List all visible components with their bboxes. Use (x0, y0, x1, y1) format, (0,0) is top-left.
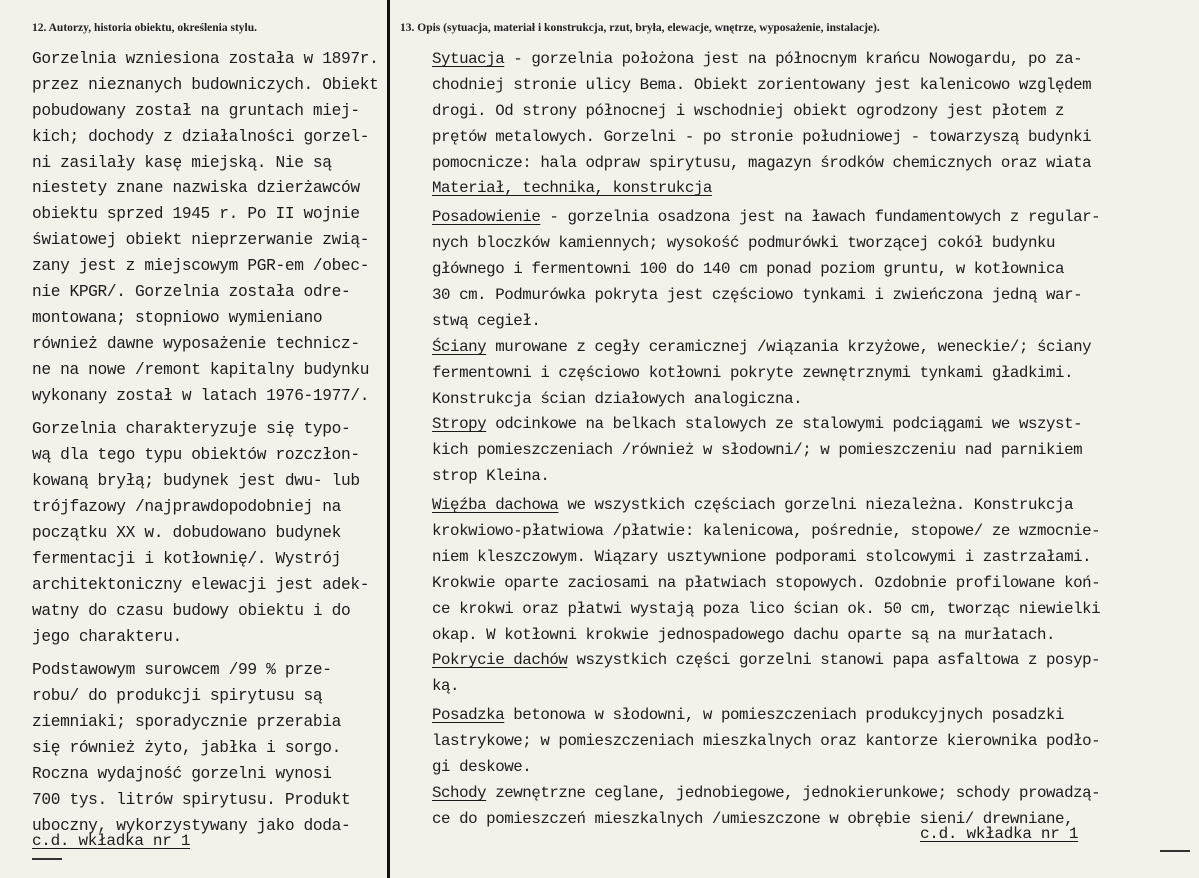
text-line (432, 361, 1197, 387)
text-line: Podstawowym surowcem /99 % prze- (32, 661, 332, 680)
text-line (432, 309, 1197, 335)
text-line: architektoniczny elewacji jest adek- (32, 575, 370, 594)
body-text: betonowa w słodowni, w pomieszczeniach produkcyjnych posadzki (504, 706, 1065, 725)
text-line (432, 623, 1197, 649)
text-line: Roczna wydajność gorzelni wynosi (32, 765, 332, 784)
section-heading: Posadzka (432, 706, 505, 725)
section-heading: Sytuacja (432, 50, 505, 68)
text-line: trójfazowy /najprawdopodobniej na (32, 498, 342, 517)
text-line (432, 176, 1197, 202)
text-line: początku XX w. dobudowano budynek (32, 524, 342, 543)
body-text: - gorzelnia osadzona jest na ławach fundamentowych z regular- (540, 208, 1101, 227)
section-heading: Stropy (432, 415, 487, 434)
text-line (432, 412, 1197, 438)
body-text: Konstrukcja ścian działowych analogiczna. (432, 389, 803, 408)
text-line (432, 807, 1197, 833)
body-text: nych bloczków kamiennych; wysokość podmurówki tworzącej cokół budynku (432, 234, 1056, 253)
body-text: niem kleszczowym. Wiązary usztywnione podporami stolcowymi i zastrzałami. (432, 547, 1092, 566)
right-column-header: 13. Opis (sytuacja, materiał i konstrukcja, rzut, bryła, elewacje, wnętrze, wyposażenie, instalacje). (400, 22, 880, 34)
text-line: przez nieznanych budowniczych. Obiekt (32, 75, 379, 94)
body-text: stwą cegieł. (432, 311, 541, 330)
text-line (432, 571, 1197, 597)
body-text: kich pomieszczeniach /również w słodowni/; w pomieszczeniu nad parnikiem (432, 441, 1083, 460)
body-text: ce do pomieszczeń mieszkalnych /umieszczone w obrębie sieni/ drewniane, (432, 809, 1074, 828)
text-line (432, 47, 1197, 73)
body-text: krokwiowo-płatwiowa /płatwie: kalenicowa, pośrednie, stopowe/ ze wzmocnie- (432, 522, 1101, 541)
text-line: światowej obiekt nieprzerwanie zwią- (32, 231, 370, 250)
text-line: nie KPGR/. Gorzelnia została odre- (32, 283, 351, 302)
text-line: zany jest z miejscowym PGR-em /obec- (32, 257, 370, 276)
text-line (432, 205, 1197, 231)
paragraph-gap (32, 409, 392, 417)
text-line (432, 755, 1197, 781)
text-line: jego charakteru. (32, 627, 182, 646)
body-text: 30 cm. Podmurówka pokryta jest częściowo tynkami i zwieńczona jedną war- (432, 286, 1083, 305)
text-line: również dawne wyposażenie technicz- (32, 334, 360, 353)
text-line: 700 tys. litrów spirytusu. Produkt (32, 790, 351, 809)
right-column-body (432, 47, 1197, 833)
text-line: montowana; stopniowo wymieniano (32, 308, 323, 327)
text-line (432, 387, 1197, 413)
body-text: pomocnicze: hala odpraw spirytusu, magazyn środków chemicznych oraz wiata (432, 153, 1092, 172)
text-line: pobudowany został na gruntach miej- (32, 101, 360, 120)
body-text: zewnętrzne ceglane, jednobiegowe, jednokierunkowe; schody prowadzą- (486, 783, 1101, 802)
text-line (432, 231, 1197, 257)
text-line (432, 73, 1197, 99)
text-line: wą dla tego typu obiektów rozczłon- (32, 446, 360, 465)
body-text: fermentowni i częściowo kotłowni pokryte zewnętrznymi tynkami gładkimi. (432, 363, 1074, 382)
section-heading: Schody (432, 783, 487, 802)
body-text: gi deskowe. (432, 758, 532, 777)
right-footer-dash (1160, 850, 1190, 852)
text-line (432, 151, 1197, 177)
text-line: Gorzelnia wzniesiona została w 1897r. (32, 50, 379, 68)
text-line (432, 545, 1197, 571)
text-line: kich; dochody z działalności gorzel- (32, 127, 370, 146)
body-text: prętów metalowych. Gorzelni - po stronie południowej - towarzyszą budynki (432, 127, 1092, 146)
body-text: odcinkowe na belkach stalowych ze stalowymi podciągami we wszyst- (486, 415, 1083, 434)
body-text: ce krokwi oraz płatwi wystają poza lico ścian ok. 50 cm, tworząc niewielki (432, 599, 1101, 618)
text-line: watny do czasu budowy obiektu i do (32, 601, 351, 620)
body-text: strop Kleina. (432, 467, 550, 486)
body-text: wszystkich części gorzelni stanowi papa asfaltowa z posyp- (567, 651, 1101, 670)
text-line (432, 125, 1197, 151)
text-line: niestety znane nazwiska dzierżawców (32, 179, 360, 198)
body-text: we wszystkich częściach gorzelni niezależna. Konstrukcja (558, 496, 1074, 515)
text-line: robu/ do produkcji spirytusu są (32, 687, 323, 706)
text-line (432, 781, 1197, 807)
text-line (432, 257, 1197, 283)
text-line (432, 335, 1197, 361)
body-text: murowane z cegły ceramicznej /wiązania krzyżowe, weneckie/; ściany (486, 337, 1092, 356)
text-line (432, 519, 1197, 545)
text-line (432, 493, 1197, 519)
text-line (432, 283, 1197, 309)
text-line: uboczny, wykorzystywany jako doda- (32, 816, 351, 835)
section-heading: Posadowienie (432, 208, 541, 227)
text-line: fermentacji i kotłownię/. Wystrój (32, 549, 342, 568)
body-text: okap. W kotłowni krokwie jednospadowego dachu oparte są na murłatach. (432, 625, 1056, 644)
text-line: ne na nowe /remont kapitalny budynku (32, 360, 370, 379)
section-heading: Więźba dachowa (432, 496, 559, 515)
right-continuation-note: c.d. wkładka nr 1 (920, 825, 1079, 843)
section-heading: Ściany (432, 337, 487, 356)
text-line: ziemniaki; sporadycznie przerabia (32, 713, 342, 732)
text-line: się również żyto, jabłka i sorgo. (32, 739, 342, 758)
text-line (432, 99, 1197, 125)
body-text: ką. (432, 677, 460, 696)
text-line (432, 464, 1197, 490)
body-text: chodniej stronie ulicy Bema. Obiekt zorientowany jest kalenicowo względem (432, 75, 1092, 94)
text-line: obiektu sprzed 1945 r. Po II wojnie (32, 205, 360, 224)
text-line (432, 703, 1197, 729)
text-line (432, 674, 1197, 700)
left-column-body (32, 47, 392, 840)
text-line: ni zasilały kasę miejską. Nie są (32, 153, 332, 172)
text-line (432, 597, 1197, 623)
text-line (432, 729, 1197, 755)
text-line (432, 438, 1197, 464)
body-text: Krokwie oparte zaciosami na płatwiach stopowych. Ozdobnie profilowane koń- (432, 573, 1101, 592)
body-text: głównego i fermentowni 100 do 140 cm ponad poziom gruntu, w kotłownica (432, 260, 1065, 279)
section-heading: Materiał, technika, konstrukcja (432, 179, 712, 198)
text-line: Gorzelnia charakteryzuje się typo- (32, 420, 351, 439)
paragraph-gap (32, 650, 392, 658)
text-line: wykonany został w latach 1976-1977/. (32, 386, 370, 405)
body-text: lastrykowe; w pomieszczeniach mieszkalnych oraz kantorze kierownika podło- (432, 732, 1101, 751)
section-heading: Pokrycie dachów (432, 651, 568, 670)
text-line (432, 648, 1197, 674)
left-column-header: 12. Autorzy, historia obiektu, określenia stylu. (32, 22, 258, 34)
body-text: drogi. Od strony północnej i wschodniej obiekt ogrodzony jest płotem z (432, 101, 1065, 120)
left-footer-dash (32, 858, 62, 860)
left-continuation-note: c.d. wkładka nr 1 (32, 832, 191, 850)
body-text: - gorzelnia położona jest na północnym krańcu Nowogardu, po za- (504, 50, 1083, 68)
text-line: kowaną bryłą; budynek jest dwu- lub (32, 472, 360, 491)
